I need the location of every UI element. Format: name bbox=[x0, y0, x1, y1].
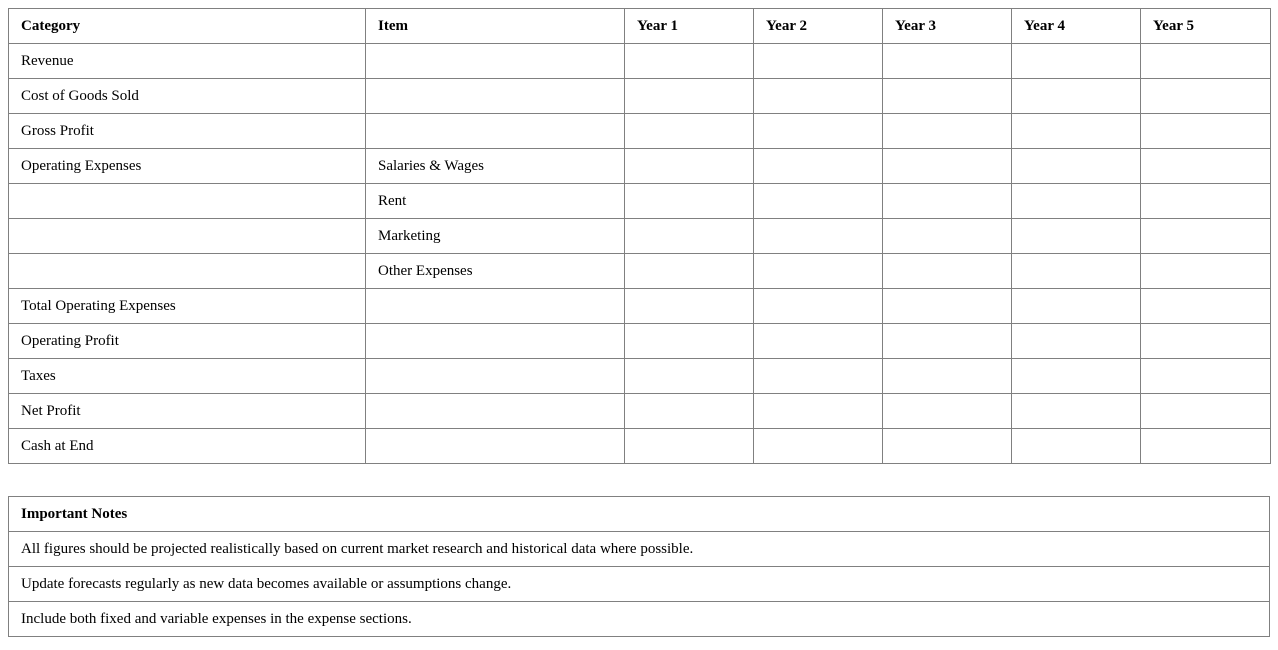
year-3-cell bbox=[883, 289, 1012, 324]
year-5-cell bbox=[1141, 254, 1271, 289]
year-2-cell bbox=[754, 44, 883, 79]
column-header-item: Item bbox=[366, 9, 625, 44]
year-4-cell bbox=[1012, 79, 1141, 114]
table-row bbox=[9, 219, 1271, 254]
year-5-cell bbox=[1141, 184, 1271, 219]
year-1-cell bbox=[625, 44, 754, 79]
financial-projection-table bbox=[8, 8, 1271, 464]
item-cell bbox=[366, 429, 625, 464]
notes-table-body bbox=[9, 532, 1270, 637]
year-2-cell bbox=[754, 219, 883, 254]
notes-header: Important Notes bbox=[9, 497, 1270, 532]
category-cell bbox=[9, 184, 366, 219]
year-2-cell bbox=[754, 114, 883, 149]
year-4-cell bbox=[1012, 44, 1141, 79]
year-2-cell bbox=[754, 79, 883, 114]
table-row bbox=[9, 394, 1271, 429]
year-2-cell bbox=[754, 149, 883, 184]
year-2-cell bbox=[754, 429, 883, 464]
column-header-category: Category bbox=[9, 9, 366, 44]
year-4-cell bbox=[1012, 149, 1141, 184]
category-cell: Operating Expenses bbox=[9, 149, 366, 184]
table-row bbox=[9, 184, 1271, 219]
note-row bbox=[9, 567, 1270, 602]
year-4-cell bbox=[1012, 219, 1141, 254]
year-2-cell bbox=[754, 254, 883, 289]
column-header-year-2: Year 2 bbox=[754, 9, 883, 44]
year-1-cell bbox=[625, 184, 754, 219]
item-cell bbox=[366, 44, 625, 79]
item-cell bbox=[366, 324, 625, 359]
year-5-cell bbox=[1141, 79, 1271, 114]
year-4-cell bbox=[1012, 184, 1141, 219]
year-3-cell bbox=[883, 429, 1012, 464]
category-cell: Cash at End bbox=[9, 429, 366, 464]
item-cell bbox=[366, 394, 625, 429]
year-5-cell bbox=[1141, 394, 1271, 429]
year-2-cell bbox=[754, 359, 883, 394]
note-row bbox=[9, 602, 1270, 637]
important-notes-table bbox=[8, 496, 1270, 637]
note-text: Include both fixed and variable expenses in the expense sections. bbox=[9, 602, 1270, 637]
table-row bbox=[9, 359, 1271, 394]
year-5-cell bbox=[1141, 429, 1271, 464]
category-cell: Operating Profit bbox=[9, 324, 366, 359]
year-4-cell bbox=[1012, 254, 1141, 289]
year-5-cell bbox=[1141, 44, 1271, 79]
item-cell: Marketing bbox=[366, 219, 625, 254]
table-row bbox=[9, 114, 1271, 149]
category-cell: Total Operating Expenses bbox=[9, 289, 366, 324]
year-3-cell bbox=[883, 79, 1012, 114]
year-3-cell bbox=[883, 254, 1012, 289]
column-header-year-3: Year 3 bbox=[883, 9, 1012, 44]
year-5-cell bbox=[1141, 324, 1271, 359]
year-3-cell bbox=[883, 114, 1012, 149]
year-4-cell bbox=[1012, 429, 1141, 464]
category-cell: Cost of Goods Sold bbox=[9, 79, 366, 114]
item-cell: Salaries & Wages bbox=[366, 149, 625, 184]
year-2-cell bbox=[754, 324, 883, 359]
year-5-cell bbox=[1141, 114, 1271, 149]
item-cell: Other Expenses bbox=[366, 254, 625, 289]
note-text: Update forecasts regularly as new data becomes available or assumptions change. bbox=[9, 567, 1270, 602]
year-4-cell bbox=[1012, 394, 1141, 429]
category-cell bbox=[9, 254, 366, 289]
table-row bbox=[9, 254, 1271, 289]
item-cell bbox=[366, 289, 625, 324]
category-cell: Revenue bbox=[9, 44, 366, 79]
projection-table-body bbox=[9, 44, 1271, 464]
column-header-year-5: Year 5 bbox=[1141, 9, 1271, 44]
year-1-cell bbox=[625, 394, 754, 429]
table-header-row bbox=[9, 9, 1271, 44]
year-1-cell bbox=[625, 254, 754, 289]
year-5-cell bbox=[1141, 219, 1271, 254]
item-cell: Rent bbox=[366, 184, 625, 219]
table-row bbox=[9, 429, 1271, 464]
year-4-cell bbox=[1012, 114, 1141, 149]
year-5-cell bbox=[1141, 359, 1271, 394]
year-4-cell bbox=[1012, 289, 1141, 324]
year-2-cell bbox=[754, 394, 883, 429]
year-4-cell bbox=[1012, 359, 1141, 394]
year-3-cell bbox=[883, 44, 1012, 79]
notes-header-row bbox=[9, 497, 1270, 532]
category-cell: Net Profit bbox=[9, 394, 366, 429]
year-1-cell bbox=[625, 114, 754, 149]
year-2-cell bbox=[754, 184, 883, 219]
year-5-cell bbox=[1141, 289, 1271, 324]
year-3-cell bbox=[883, 394, 1012, 429]
year-1-cell bbox=[625, 79, 754, 114]
item-cell bbox=[366, 114, 625, 149]
year-2-cell bbox=[754, 289, 883, 324]
year-1-cell bbox=[625, 149, 754, 184]
item-cell bbox=[366, 79, 625, 114]
year-3-cell bbox=[883, 324, 1012, 359]
category-cell: Gross Profit bbox=[9, 114, 366, 149]
table-row bbox=[9, 79, 1271, 114]
year-3-cell bbox=[883, 149, 1012, 184]
year-3-cell bbox=[883, 219, 1012, 254]
year-1-cell bbox=[625, 429, 754, 464]
year-4-cell bbox=[1012, 324, 1141, 359]
category-cell bbox=[9, 219, 366, 254]
year-1-cell bbox=[625, 324, 754, 359]
year-1-cell bbox=[625, 219, 754, 254]
table-row bbox=[9, 44, 1271, 79]
note-text: All figures should be projected realistically based on current market research and historical data where possible. bbox=[9, 532, 1270, 567]
column-header-year-1: Year 1 bbox=[625, 9, 754, 44]
year-3-cell bbox=[883, 359, 1012, 394]
table-row bbox=[9, 149, 1271, 184]
table-row bbox=[9, 289, 1271, 324]
table-row bbox=[9, 324, 1271, 359]
year-5-cell bbox=[1141, 149, 1271, 184]
item-cell bbox=[366, 359, 625, 394]
year-3-cell bbox=[883, 184, 1012, 219]
note-row bbox=[9, 532, 1270, 567]
year-1-cell bbox=[625, 289, 754, 324]
category-cell: Taxes bbox=[9, 359, 366, 394]
year-1-cell bbox=[625, 359, 754, 394]
column-header-year-4: Year 4 bbox=[1012, 9, 1141, 44]
